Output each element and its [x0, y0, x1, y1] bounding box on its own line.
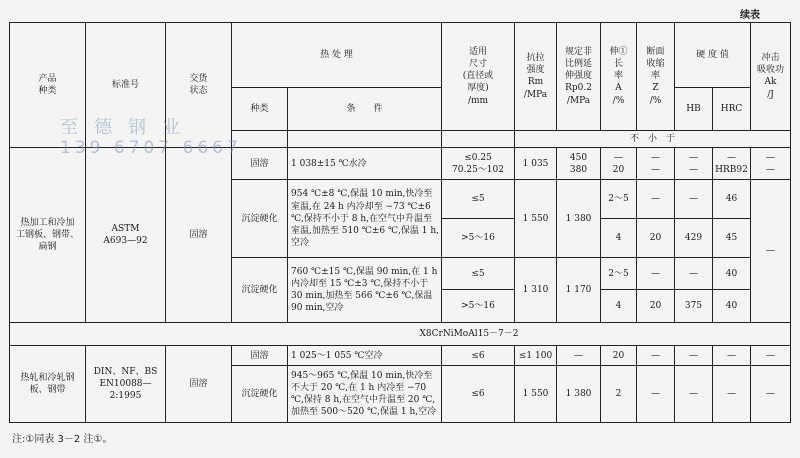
condition-cell: 945～965 ℃,保温 10 min,快冷至不大于 20 ℃,在 1 h 内冷至 −70 ℃,保持 8 h,在空气中升温至 20 ℃,加热至 500～520 ℃,保温 1 h,空冷 [288, 365, 442, 422]
condition-header: 条 件 [288, 87, 442, 130]
size-cell: ≤6 [442, 365, 515, 422]
yield-cell: 1 170 [557, 258, 601, 323]
reduction-cell: — [637, 365, 675, 422]
elongation-cell: 2 [601, 365, 637, 422]
tensile-cell: 1 310 [515, 258, 557, 323]
delivery-cell: 固溶 [166, 346, 232, 423]
reduction-cell: — — [637, 148, 675, 180]
tensile-header: 抗拉 强度 Rm /MPa [515, 23, 557, 131]
reduction-cell: 20 [637, 290, 675, 322]
steel-spec-table [9, 22, 791, 423]
hb-cell: 375 [675, 290, 713, 322]
reduction-cell: 20 [637, 219, 675, 258]
size-cell: >5～16 [442, 219, 515, 258]
hb-header: HB [675, 87, 713, 130]
yield-header: 规定非 比例延 伸强度 Rp0.2 /MPa [557, 23, 601, 131]
hb-cell: — [675, 258, 713, 290]
product-header: 产品 种类 [10, 23, 86, 148]
reduction-cell: — [637, 258, 675, 290]
hardness-header: 硬 度 值 [675, 23, 751, 88]
footnote: 注:①同表 3－2 注①。 [12, 434, 113, 445]
watermark-phone: 139 6707 6667 [60, 137, 242, 158]
standard-cell: DIN、NF、BS EN10088— 2:1995 [86, 346, 166, 423]
hrc-cell: 40 [713, 290, 751, 322]
elongation-cell: 4 [601, 290, 637, 322]
hrc-cell: — HRB92 [713, 148, 751, 180]
min-values-label: 不 小 于 [515, 130, 791, 147]
elongation-cell: 2～5 [601, 258, 637, 290]
type-cell: 固溶 [232, 148, 288, 180]
yield-cell: 450 380 [557, 148, 601, 180]
tensile-cell: 1 550 [515, 365, 557, 422]
watermark-name: 至德钢业 [60, 117, 196, 138]
tensile-cell: 1 035 [515, 148, 557, 180]
yield-cell: 1 380 [557, 180, 601, 258]
type-cell: 沉淀硬化 [232, 180, 288, 258]
type-header: 种类 [232, 87, 288, 130]
impact-cell: — — [751, 148, 791, 180]
standard-header: 标准号 [86, 23, 166, 148]
grade-row: X8CrNiMoAl15－7－2 [10, 322, 791, 346]
tensile-cell: ≤1 100 [515, 346, 557, 365]
reduction-header: 断面 收缩 率 Z /% [637, 23, 675, 131]
size-header: 适用 尺寸 (直径或 厚度) /mm [442, 23, 515, 131]
type-cell: 固溶 [232, 346, 288, 365]
size-cell: ≤0.25 70.25～102 [442, 148, 515, 180]
elongation-cell: 20 [601, 346, 637, 365]
size-cell: ≤5 [442, 258, 515, 290]
standard-cell: ASTM A693—92 [86, 148, 166, 323]
delivery-header: 交货 状态 [166, 23, 232, 148]
type-cell: 沉淀硬化 [232, 365, 288, 422]
condition-cell: 954 ℃±8 ℃,保温 10 min,快冷至室温,在 24 h 内冷却至 −73 ℃±6 ℃,保持不小于 8 h,在空气中升温至室温,加热至 510 ℃±6 ℃,保温 1 h,空冷 [288, 180, 442, 258]
impact-header: 冲击 吸收功 Ak /J [751, 23, 791, 131]
impact-cell: — [751, 346, 791, 365]
delivery-cell: 固溶 [166, 148, 232, 323]
yield-cell: — [557, 346, 601, 365]
hb-cell: — [675, 365, 713, 422]
impact-cell: — [751, 180, 791, 322]
hrc-cell: 40 [713, 258, 751, 290]
product-cell: 热加工和冷加 工钢板、钢带、 扁钢 [10, 148, 86, 323]
elongation-cell: 2～5 [601, 180, 637, 219]
elongation-header: 伸① 长 率 A /% [601, 23, 637, 131]
hrc-cell: — [713, 365, 751, 422]
hb-cell: — — [675, 148, 713, 180]
yield-cell: 1 380 [557, 365, 601, 422]
reduction-cell: — [637, 346, 675, 365]
hrc-cell: 45 [713, 219, 751, 258]
condition-cell: 1 038±15 ℃水冷 [288, 148, 442, 180]
impact-cell: — [751, 365, 791, 422]
hrc-cell: 46 [713, 180, 751, 219]
reduction-cell: — [637, 180, 675, 219]
size-cell: ≤6 [442, 346, 515, 365]
heat-treatment-header: 热 处 理 [232, 23, 442, 88]
condition-cell: 1 025～1 055 ℃空冷 [288, 346, 442, 365]
type-cell: 沉淀硬化 [232, 258, 288, 323]
condition-cell: 760 ℃±15 ℃,保温 90 min,在 1 h 内冷却至 15 ℃±3 ℃,保持不小于 30 min,加热至 566 ℃±6 ℃,保温 90 min,空冷 [288, 258, 442, 323]
hrc-cell: — [713, 346, 751, 365]
continued-label: 续表 [740, 10, 760, 21]
elongation-cell: — 20 [601, 148, 637, 180]
hb-cell: — [675, 346, 713, 365]
hb-cell: 429 [675, 219, 713, 258]
hb-cell: — [675, 180, 713, 219]
elongation-cell: 4 [601, 219, 637, 258]
product-cell: 热轧和冷轧钢 板、钢带 [10, 346, 86, 423]
hrc-header: HRC [713, 87, 751, 130]
size-cell: ≤5 [442, 180, 515, 219]
tensile-cell: 1 550 [515, 180, 557, 258]
size-cell: >5～16 [442, 290, 515, 322]
